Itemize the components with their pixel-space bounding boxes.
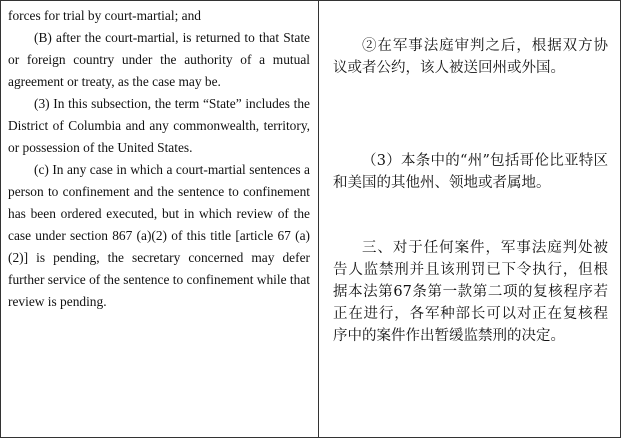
chinese-paragraph-3: 三、对于任何案件，军事法庭判处被告人监禁刑并且该刑罚已下令执行，但根据本法第67条第一款第二项的复核程序若正在进行，各军种部长可以对正在复核程序中的案件作出暂缓监禁刑的决定。 bbox=[333, 240, 608, 344]
chinese-column bbox=[319, 1, 620, 437]
chinese-paragraph-1: ②在军事法庭审判之后，根据双方协议或者公约，该人被送回州或外国。 bbox=[333, 38, 608, 76]
english-paragraph-3: (3) In this subsection, the term “State” includes the District of Columbia and any commonwealth, territory, or possession of the United States. bbox=[8, 96, 310, 155]
english-paragraph-1: forces for trial by court-martial; and bbox=[8, 8, 201, 23]
english-column bbox=[1, 1, 319, 437]
english-paragraph-4: (c) In any case in which a court-martial sentences a person to confinement and the sentence to confinement has been ordered executed, but in which review of the case under section 867 (a)(2) of this title [article 67 (a)(2)] is pending, the secretary concerned may defer further service of the sentence to confinement while that review is pending. bbox=[8, 162, 310, 309]
english-paragraph-2: (B) after the court-martial, is returned to that State or foreign country under the authority of a mutual agreement or treaty, as the case may be. bbox=[8, 30, 310, 89]
chinese-paragraph-2: （3）本条中的“州”包括哥伦比亚特区和美国的其他州、领地或者属地。 bbox=[333, 153, 608, 191]
